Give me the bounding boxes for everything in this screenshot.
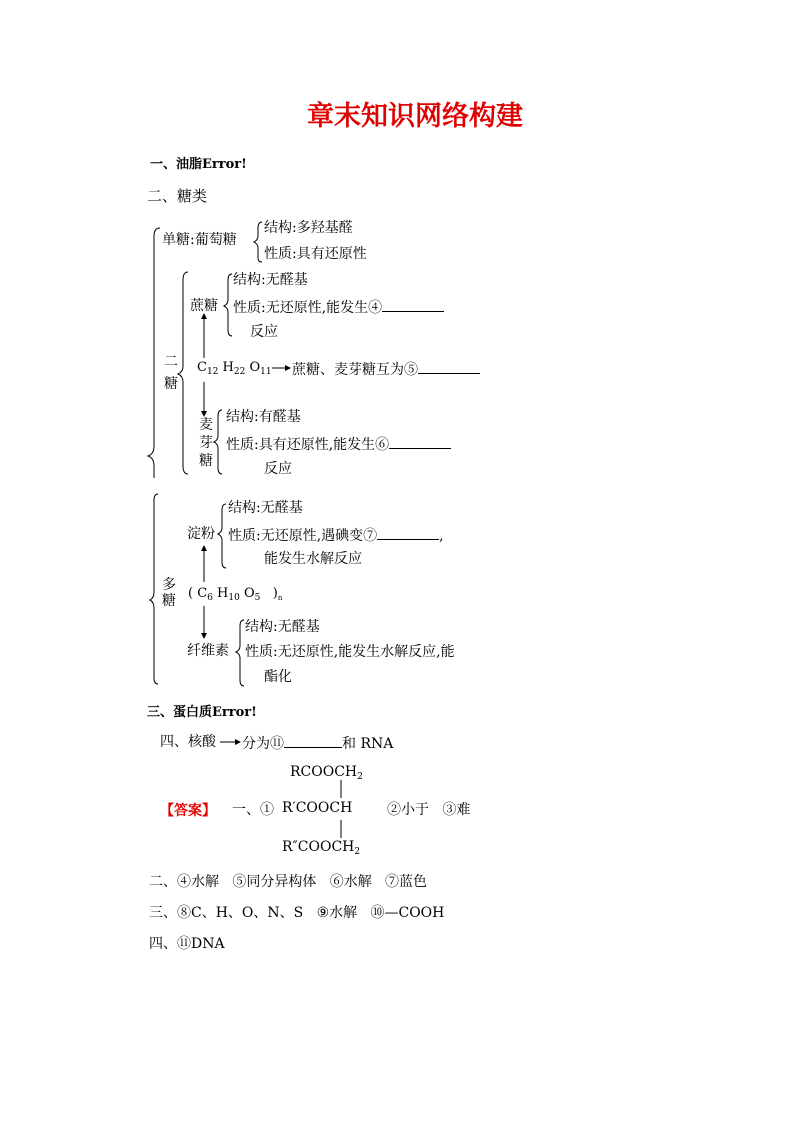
ester-mid: R′COOCH xyxy=(282,800,353,816)
isomer-label: 蔗糖、麦芽糖互为⑤ xyxy=(292,362,418,378)
formula-o-sub: 11 xyxy=(260,367,272,377)
answer-tag: 【答案】 xyxy=(160,803,216,819)
carb-brace xyxy=(148,228,160,478)
answer-line2: 二、④水解 ⑤同分异构体 ⑥水解 ⑦蓝色 xyxy=(149,874,428,890)
mono-structure: 结构:多羟基醛 xyxy=(264,220,353,236)
maltose-label-2: 芽 xyxy=(199,435,213,451)
maltose-property-text: 性质:具有还原性,能发生⑥ xyxy=(226,437,390,453)
sucrose-structure: 结构:无醛基 xyxy=(233,272,308,288)
poly-formula-open: ( xyxy=(188,586,194,601)
disac-label-bottom: 糖 xyxy=(164,376,178,392)
mono-label: 单糖:葡萄糖 xyxy=(162,232,237,248)
answer-line1-prefix: 一、① xyxy=(232,802,274,818)
blank-11[interactable] xyxy=(284,735,342,748)
cellulose-property: 性质:无还原性,能发生水解反应,能 xyxy=(245,644,455,660)
formula-h: H xyxy=(222,360,234,375)
section-fats: 一、油脂Error! xyxy=(150,157,247,172)
sucrose-property xyxy=(233,299,444,315)
mono-brace xyxy=(254,222,262,262)
poly-formula-o-sub: 5 xyxy=(254,593,261,603)
disac-formula xyxy=(197,361,272,377)
starch-label: 淀粉 xyxy=(187,526,215,542)
starch-structure: 结构:无醛基 xyxy=(228,500,303,516)
poly-formula-h-sub: 10 xyxy=(228,593,240,603)
blank-4[interactable] xyxy=(382,299,444,312)
cellulose-structure: 结构:无醛基 xyxy=(245,619,320,635)
maltose-label-3: 糖 xyxy=(199,453,213,469)
sucrose-property-cont: 反应 xyxy=(250,324,278,340)
nucleic-mid: 分为⑪ xyxy=(242,736,284,752)
isomer-text xyxy=(292,361,480,377)
formula-c-sub: 12 xyxy=(206,367,219,377)
starch-brace xyxy=(218,504,226,568)
poly-formula-h: H xyxy=(217,586,229,601)
cellulose-label: 纤维素 xyxy=(187,643,229,659)
maltose-structure: 结构:有醛基 xyxy=(226,409,301,425)
ester-top-text: RCOOCH xyxy=(290,764,358,780)
ester-bottom xyxy=(282,840,360,857)
poly-label-top: 多 xyxy=(162,577,176,593)
formula-o: O xyxy=(249,360,261,375)
cellulose-brace xyxy=(236,620,244,686)
starch-property-cont: 能发生水解反应 xyxy=(264,551,362,567)
formula-h-sub: 22 xyxy=(233,367,246,377)
nucleic-suffix: 和 RNA xyxy=(342,736,394,752)
ester-bottom-sub: 2 xyxy=(354,847,361,857)
sucrose-property-text: 性质:无还原性,能发生④ xyxy=(233,300,383,316)
maltose-brace xyxy=(214,410,222,474)
starch-property-text: 性质:无还原性,遇碘变⑦ xyxy=(228,528,378,544)
maltose-label-1: 麦 xyxy=(199,417,213,433)
answer-line1-rest: ②小于 ③难 xyxy=(387,802,471,818)
starch-comma: , xyxy=(439,528,444,544)
blank-7[interactable] xyxy=(377,527,439,540)
formula-c: C xyxy=(197,360,207,375)
section-protein: 三、蛋白质Error! xyxy=(147,705,257,720)
poly-formula-o: O xyxy=(243,586,255,601)
sucrose-brace xyxy=(224,274,232,336)
ester-top-sub: 2 xyxy=(357,772,363,782)
poly-brace xyxy=(150,494,158,684)
section-nucleic-acid xyxy=(242,735,393,751)
poly-label-bottom: 糖 xyxy=(162,593,176,609)
page-title: 章末知识网络构建 xyxy=(307,101,523,132)
sucrose-label: 蔗糖 xyxy=(190,298,218,314)
blank-6[interactable] xyxy=(389,436,451,449)
poly-formula-c: C xyxy=(197,586,208,601)
blank-5[interactable] xyxy=(418,361,480,374)
cellulose-property-cont: 酯化 xyxy=(264,669,292,685)
maltose-property-cont: 反应 xyxy=(264,461,292,477)
poly-formula-c-sub: 6 xyxy=(207,593,213,603)
maltose-property xyxy=(226,436,451,452)
section-carbohydrates: 二、糖类 xyxy=(147,187,208,205)
disac-brace xyxy=(178,272,188,474)
poly-formula-n: n xyxy=(277,594,283,602)
answer-line4: 四、⑪DNA xyxy=(149,936,225,952)
poly-formula xyxy=(188,587,282,603)
disac-label-top: 二 xyxy=(164,354,178,370)
ester-bottom-text: R″COOCH xyxy=(282,839,355,855)
starch-property xyxy=(228,527,444,543)
ester-top xyxy=(290,765,363,782)
poly-formula-close: ) xyxy=(272,586,278,601)
section-nucleic-acid-prefix: 四、核酸 xyxy=(160,734,216,750)
answer-line3: 三、⑧C、H、O、N、S ⑨水解 ⑩—COOH xyxy=(149,905,445,921)
mono-property: 性质:具有还原性 xyxy=(264,246,367,262)
